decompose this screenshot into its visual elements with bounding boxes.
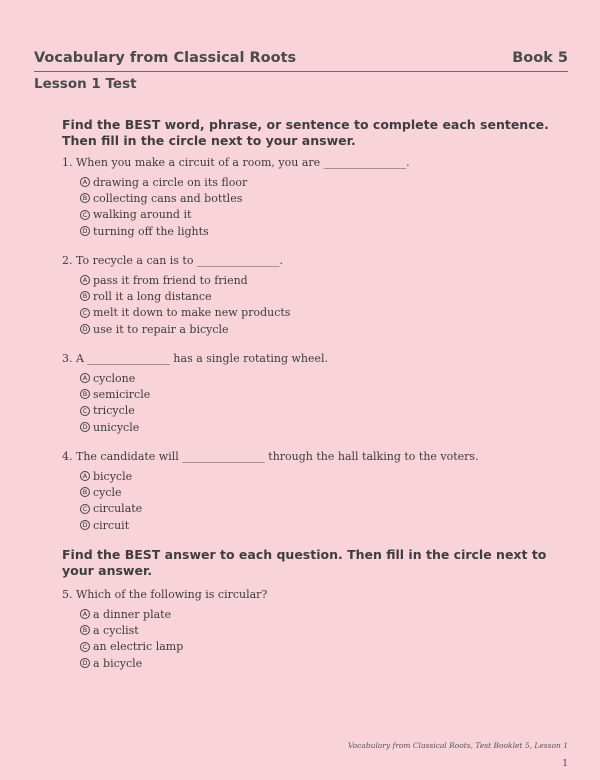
option-text: unicycle xyxy=(93,420,140,434)
header-rule xyxy=(34,71,568,72)
answer-bubble-c[interactable]: C xyxy=(80,210,90,220)
answer-bubble-a[interactable]: A xyxy=(80,471,90,481)
answer-bubble-a[interactable]: A xyxy=(80,373,90,383)
option-text: collecting cans and bottles xyxy=(93,191,243,205)
answer-bubble-c[interactable]: C xyxy=(80,504,90,514)
option-c[interactable] xyxy=(80,639,540,655)
question-5: 5. Which of the following is circular? xyxy=(62,588,268,601)
answer-bubble-c[interactable]: C xyxy=(80,406,90,416)
option-d[interactable] xyxy=(80,517,540,533)
option-d[interactable] xyxy=(80,223,540,239)
option-d[interactable] xyxy=(80,655,540,671)
lesson-title: Lesson 1 Test xyxy=(34,76,137,92)
option-text: use it to repair a bicycle xyxy=(93,322,229,336)
option-text: melt it down to make new products xyxy=(93,306,291,320)
book-title: Vocabulary from Classical Roots xyxy=(34,50,297,66)
question-3: 3. A _______________ has a single rotating wheel. xyxy=(62,352,329,365)
option-text: turning off the lights xyxy=(93,224,209,238)
answer-bubble-c[interactable]: C xyxy=(80,642,90,652)
option-text: semicircle xyxy=(93,387,151,401)
option-c[interactable] xyxy=(80,403,540,419)
question-3-options xyxy=(80,370,540,435)
option-d[interactable] xyxy=(80,321,540,337)
answer-bubble-d[interactable]: D xyxy=(80,226,90,236)
footer-source: Vocabulary from Classical Roots, Test Booklet 5, Lesson 1 xyxy=(347,741,568,750)
question-2: 2. To recycle a can is to _______________. xyxy=(62,254,283,267)
option-text: circulate xyxy=(93,502,143,516)
answer-bubble-b[interactable]: B xyxy=(80,291,90,301)
option-b[interactable] xyxy=(80,622,540,638)
option-a[interactable] xyxy=(80,174,540,190)
option-a[interactable] xyxy=(80,370,540,386)
answer-bubble-b[interactable]: B xyxy=(80,487,90,497)
option-text: a dinner plate xyxy=(93,607,172,621)
question-2-options xyxy=(80,272,540,337)
answer-bubble-d[interactable]: D xyxy=(80,324,90,334)
option-a[interactable] xyxy=(80,606,540,622)
option-text: a bicycle xyxy=(93,656,143,670)
option-text: bicycle xyxy=(93,469,133,483)
option-text: walking around it xyxy=(93,208,192,222)
option-c[interactable] xyxy=(80,207,540,223)
answer-bubble-b[interactable]: B xyxy=(80,625,90,635)
question-4-options xyxy=(80,468,540,533)
answer-bubble-d[interactable]: D xyxy=(80,658,90,668)
option-b[interactable] xyxy=(80,190,540,206)
option-b[interactable] xyxy=(80,484,540,500)
option-text: an electric lamp xyxy=(93,640,184,654)
option-d[interactable] xyxy=(80,419,540,435)
instructions-part-1: Find the BEST word, phrase, or sentence to complete each sentence. Then fill in the circle next to your answer. xyxy=(62,117,549,148)
question-5-options xyxy=(80,606,540,671)
answer-bubble-d[interactable]: D xyxy=(80,520,90,530)
answer-bubble-c[interactable]: C xyxy=(80,308,90,318)
option-text: roll it a long distance xyxy=(93,289,212,303)
option-a[interactable] xyxy=(80,272,540,288)
instructions-part-2: Find the BEST answer to each question. Then fill in the circle next to your answer. xyxy=(62,547,547,578)
question-1-options xyxy=(80,174,540,239)
answer-bubble-b[interactable]: B xyxy=(80,389,90,399)
option-text: cyclone xyxy=(93,371,136,385)
answer-bubble-a[interactable]: A xyxy=(80,609,90,619)
question-1: 1. When you make a circuit of a room, you are _______________. xyxy=(62,156,410,169)
answer-bubble-b[interactable]: B xyxy=(80,193,90,203)
option-text: drawing a circle on its floor xyxy=(93,175,248,189)
answer-bubble-a[interactable]: A xyxy=(80,177,90,187)
page-number: 1 xyxy=(562,759,568,769)
answer-bubble-d[interactable]: D xyxy=(80,422,90,432)
option-b[interactable] xyxy=(80,288,540,304)
question-4: 4. The candidate will _______________ through the hall talking to the voters. xyxy=(62,450,479,463)
option-text: tricycle xyxy=(93,404,135,418)
option-text: a cyclist xyxy=(93,623,139,637)
option-c[interactable] xyxy=(80,305,540,321)
book-number: Book 5 xyxy=(512,50,568,66)
option-c[interactable] xyxy=(80,501,540,517)
option-text: cycle xyxy=(93,485,122,499)
page-header xyxy=(34,50,568,66)
option-text: pass it from friend to friend xyxy=(93,273,248,287)
option-b[interactable] xyxy=(80,386,540,402)
option-a[interactable] xyxy=(80,468,540,484)
option-text: circuit xyxy=(93,518,130,532)
answer-bubble-a[interactable]: A xyxy=(80,275,90,285)
